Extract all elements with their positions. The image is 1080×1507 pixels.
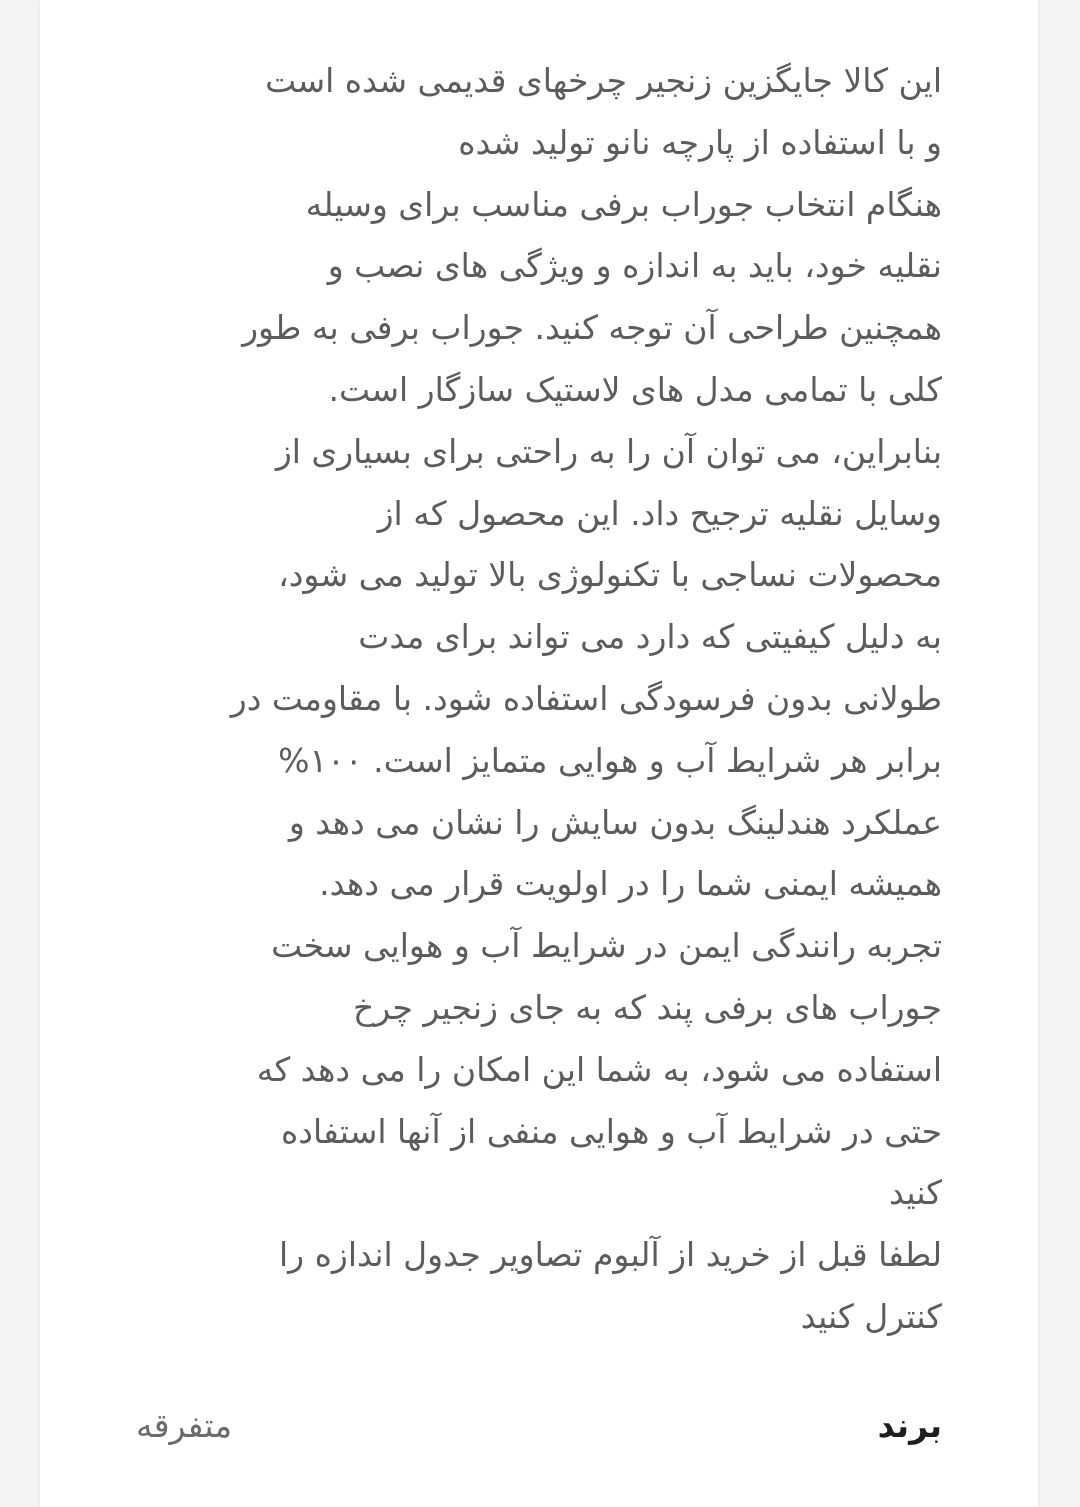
description-line: بنابراین، می توان آن را به راحتی برای بسیاری از — [275, 431, 942, 471]
description-line: تجربه رانندگی ایمن در شرایط آب و هوایی سخت — [271, 926, 942, 966]
description-line: کنترل کنید — [800, 1296, 942, 1336]
description-line: استفاده می شود، به شما این امکان را می دهد که — [256, 1049, 942, 1089]
description-line: همیشه ایمنی شما را در اولویت قرار می دهد. — [319, 864, 942, 904]
description-line: محصولات نساجی با تکنولوژی بالا تولید می شود، — [278, 555, 942, 595]
description-line: طولانی بدون فرسودگی استفاده شود. با مقاومت در — [230, 678, 942, 718]
description-line: کلی با تمامی مدل های لاستیک سازگار است. — [328, 369, 942, 409]
product-description — [136, 50, 942, 1348]
description-line: نقلیه خود، باید به اندازه و ویژگی های نصب و — [327, 246, 942, 286]
description-line: به دلیل کیفیتی که دارد می تواند برای مدت — [358, 617, 942, 657]
description-line: وسایل نقلیه ترجیح داد. این محصول که از — [377, 493, 942, 533]
description-line: لطفا قبل از خرید از آلبوم تصاویر جدول اندازه را — [279, 1235, 942, 1275]
description-line: هنگام انتخاب جوراب برفی مناسب برای وسیله — [305, 184, 942, 224]
description-line: این کالا جایگزین زنجیر چرخهای قدیمی شده است — [265, 61, 942, 100]
description-line: عملکرد هندلینگ بدون سایش را نشان می دهد و — [288, 802, 942, 842]
product-details-card — [40, 0, 1038, 1507]
description-line: حتی در شرایط آب و هوایی منفی از آنها استفاده — [281, 1111, 942, 1151]
description-line: کنید — [889, 1173, 942, 1213]
brand-label: برند — [877, 1406, 942, 1445]
brand-attribute-row — [136, 1398, 942, 1454]
description-line: همچنین طراحی آن توجه کنید. جوراب برفی به طور — [242, 308, 942, 348]
brand-value: متفرقه — [136, 1406, 233, 1445]
description-line: جوراب های برفی پند که به جای زنجیر چرخ — [352, 987, 942, 1027]
description-line: برابر هر شرایط آب و هوایی متمایز است. ۱۰۰% — [278, 740, 942, 780]
description-line: و با استفاده از پارچه نانو تولید شده — [458, 122, 942, 162]
